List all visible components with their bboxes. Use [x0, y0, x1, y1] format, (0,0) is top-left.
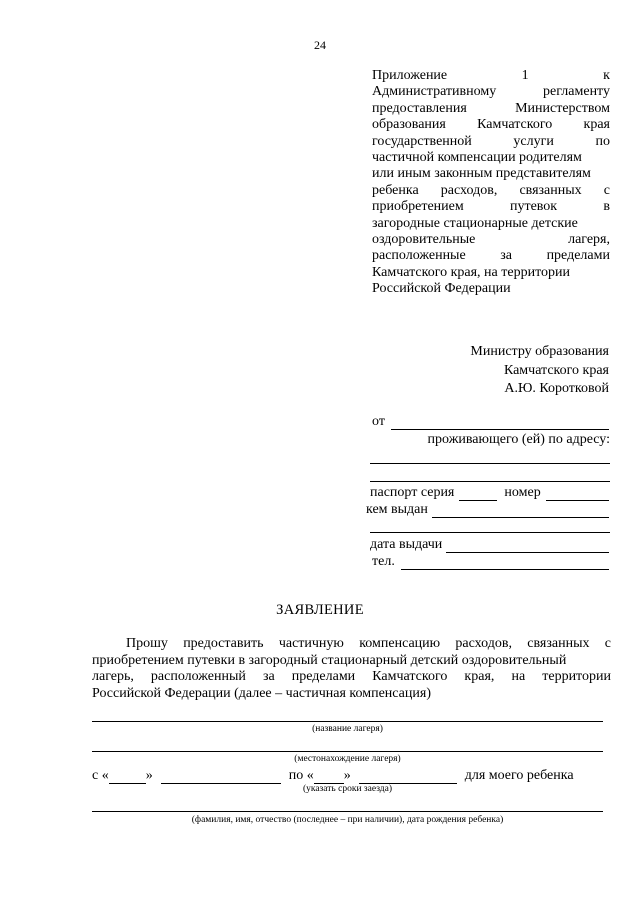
- appendix-word: связанных: [519, 182, 582, 198]
- appendix-word: предоставления: [372, 100, 467, 116]
- appendix-word: оздоровительные: [372, 232, 476, 248]
- appendix-word: лагеря,: [568, 232, 610, 248]
- date-from-prefix: с «: [92, 768, 109, 783]
- appendix-line: [372, 101, 610, 117]
- appendix-word: регламенту: [543, 84, 610, 100]
- appendix-word: в: [603, 199, 610, 215]
- body-word: Камчатского: [372, 669, 448, 684]
- appendix-word: приобретением: [372, 199, 464, 215]
- body-word: Российской Федерации (далее – частичная компенсация): [92, 685, 431, 701]
- body-line: [92, 669, 611, 686]
- body-word: связанных: [527, 636, 590, 651]
- appendix-word: частичной компенсации родителям: [372, 150, 582, 166]
- addressee-line-2: Камчатского края: [503, 362, 609, 378]
- address-label-row: [372, 431, 610, 448]
- phone-label: тел.: [372, 554, 395, 569]
- issued-by-field[interactable]: [432, 504, 609, 518]
- address-label: проживающего (ей) по адресу:: [427, 432, 610, 447]
- passport-row: [370, 484, 610, 501]
- page-number: 24: [314, 38, 326, 52]
- appendix-word: Приложение: [372, 68, 448, 83]
- appendix-line: [372, 248, 610, 264]
- passport-series-field[interactable]: [459, 487, 497, 501]
- date-to-quote: »: [343, 768, 351, 783]
- appendix-word: расходов,: [440, 182, 498, 198]
- body-word: с: [604, 636, 611, 651]
- appendix-word: Административному: [372, 84, 497, 100]
- camp-location-field[interactable]: [92, 751, 603, 752]
- address-field-1[interactable]: [370, 463, 610, 464]
- appendix-line: [372, 232, 610, 248]
- appendix-word: по: [595, 133, 610, 149]
- appendix-line: [372, 166, 610, 182]
- address-field-2[interactable]: [370, 481, 610, 482]
- dates-suffix: для моего ребенка: [464, 768, 574, 783]
- appendix-word: или иным законным представителям: [372, 166, 591, 182]
- appendix-word: с: [603, 182, 610, 198]
- camp-name-field[interactable]: [92, 721, 603, 722]
- issued-by-field-2[interactable]: [370, 532, 610, 533]
- from-field[interactable]: [391, 416, 609, 430]
- body-word: лагерь,: [92, 669, 134, 684]
- body-line: [92, 686, 611, 703]
- child-info-field[interactable]: [92, 811, 603, 812]
- passport-number-field[interactable]: [546, 487, 609, 501]
- appendix-word: загородные стационарные детские: [372, 215, 578, 231]
- appendix-word: Камчатского края, на территории: [372, 264, 571, 280]
- addressee-line-3: А.Ю. Коротковой: [504, 381, 609, 397]
- date-to-day-field[interactable]: [314, 770, 344, 784]
- issue-date-label: дата выдачи: [370, 537, 443, 552]
- from-row: [372, 413, 610, 430]
- body-line: [92, 653, 611, 670]
- appendix-word: Российской Федерации: [372, 281, 511, 297]
- issued-by-label: кем выдан: [366, 502, 428, 517]
- appendix-word: ребенка: [372, 182, 419, 198]
- appendix-word: государственной: [372, 133, 472, 149]
- addressee-line-1: Министру образования: [470, 344, 609, 359]
- appendix-line: [372, 134, 610, 150]
- appendix-word: расположенные: [372, 248, 466, 264]
- addressee-block: [380, 343, 609, 399]
- phone-field[interactable]: [401, 556, 609, 570]
- stay-dates-caption: (указать сроки заезда): [302, 784, 393, 794]
- application-text: [92, 636, 611, 702]
- appendix-word: края: [583, 117, 610, 133]
- appendix-line: [372, 199, 610, 215]
- body-word: Прошу: [126, 636, 168, 651]
- appendix-line: [372, 68, 610, 84]
- camp-name-caption: (название лагеря): [312, 724, 383, 734]
- child-info-caption: (фамилия, имя, отчество (последнее – при наличии), дата рождения ребенка): [191, 815, 504, 825]
- appendix-word: 1: [521, 68, 529, 83]
- appendix-line: [372, 117, 610, 133]
- date-to-month-field[interactable]: [359, 770, 457, 784]
- body-word: частичную: [278, 636, 344, 651]
- issue-date-field[interactable]: [446, 539, 609, 553]
- date-to-prefix: по «: [288, 768, 314, 783]
- passport-series-label: паспорт серия: [370, 485, 455, 500]
- appendix-word: к: [603, 68, 610, 83]
- appendix-word: пределами: [546, 248, 610, 264]
- appendix-line: [372, 265, 610, 281]
- body-word: территории: [542, 669, 611, 684]
- appendix-word: за: [500, 248, 512, 264]
- appendix-line: [372, 216, 610, 232]
- document-title: ЗАЯВЛЕНИЕ: [276, 602, 364, 618]
- issued-by-row: [366, 501, 610, 518]
- body-word: предоставить: [183, 636, 264, 651]
- phone-row: [372, 553, 610, 570]
- issue-date-row: [370, 536, 610, 553]
- body-word: края,: [464, 669, 495, 684]
- body-word: расходов,: [455, 636, 512, 651]
- body-word: за: [262, 669, 275, 684]
- date-from-month-field[interactable]: [161, 770, 281, 784]
- passport-number-label: номер: [504, 485, 541, 500]
- appendix-line: [372, 281, 610, 297]
- camp-location-caption: (местонахождение лагеря): [294, 754, 401, 764]
- body-word: пределами: [291, 669, 356, 684]
- dates-row: [92, 767, 603, 784]
- date-from-day-field[interactable]: [109, 770, 146, 784]
- appendix-line: [372, 84, 610, 100]
- appendix-word: путевок: [509, 199, 558, 215]
- body-word: расположенный: [150, 669, 246, 684]
- from-label: от: [372, 414, 385, 429]
- appendix-word: услуги: [513, 133, 554, 149]
- body-line: [92, 636, 611, 653]
- appendix-word: Министерством: [515, 100, 610, 116]
- appendix-word: образования: [372, 117, 446, 133]
- date-from-quote: »: [145, 768, 153, 783]
- body-word: приобретением путевки в загородный стационарный детский оздоровительный: [92, 652, 567, 668]
- body-word: компенсацию: [359, 636, 441, 651]
- appendix-word: Камчатского: [477, 117, 553, 133]
- appendix-line: [372, 183, 610, 199]
- body-word: на: [511, 669, 526, 684]
- appendix-line: [372, 150, 610, 166]
- appendix-note: [372, 68, 610, 298]
